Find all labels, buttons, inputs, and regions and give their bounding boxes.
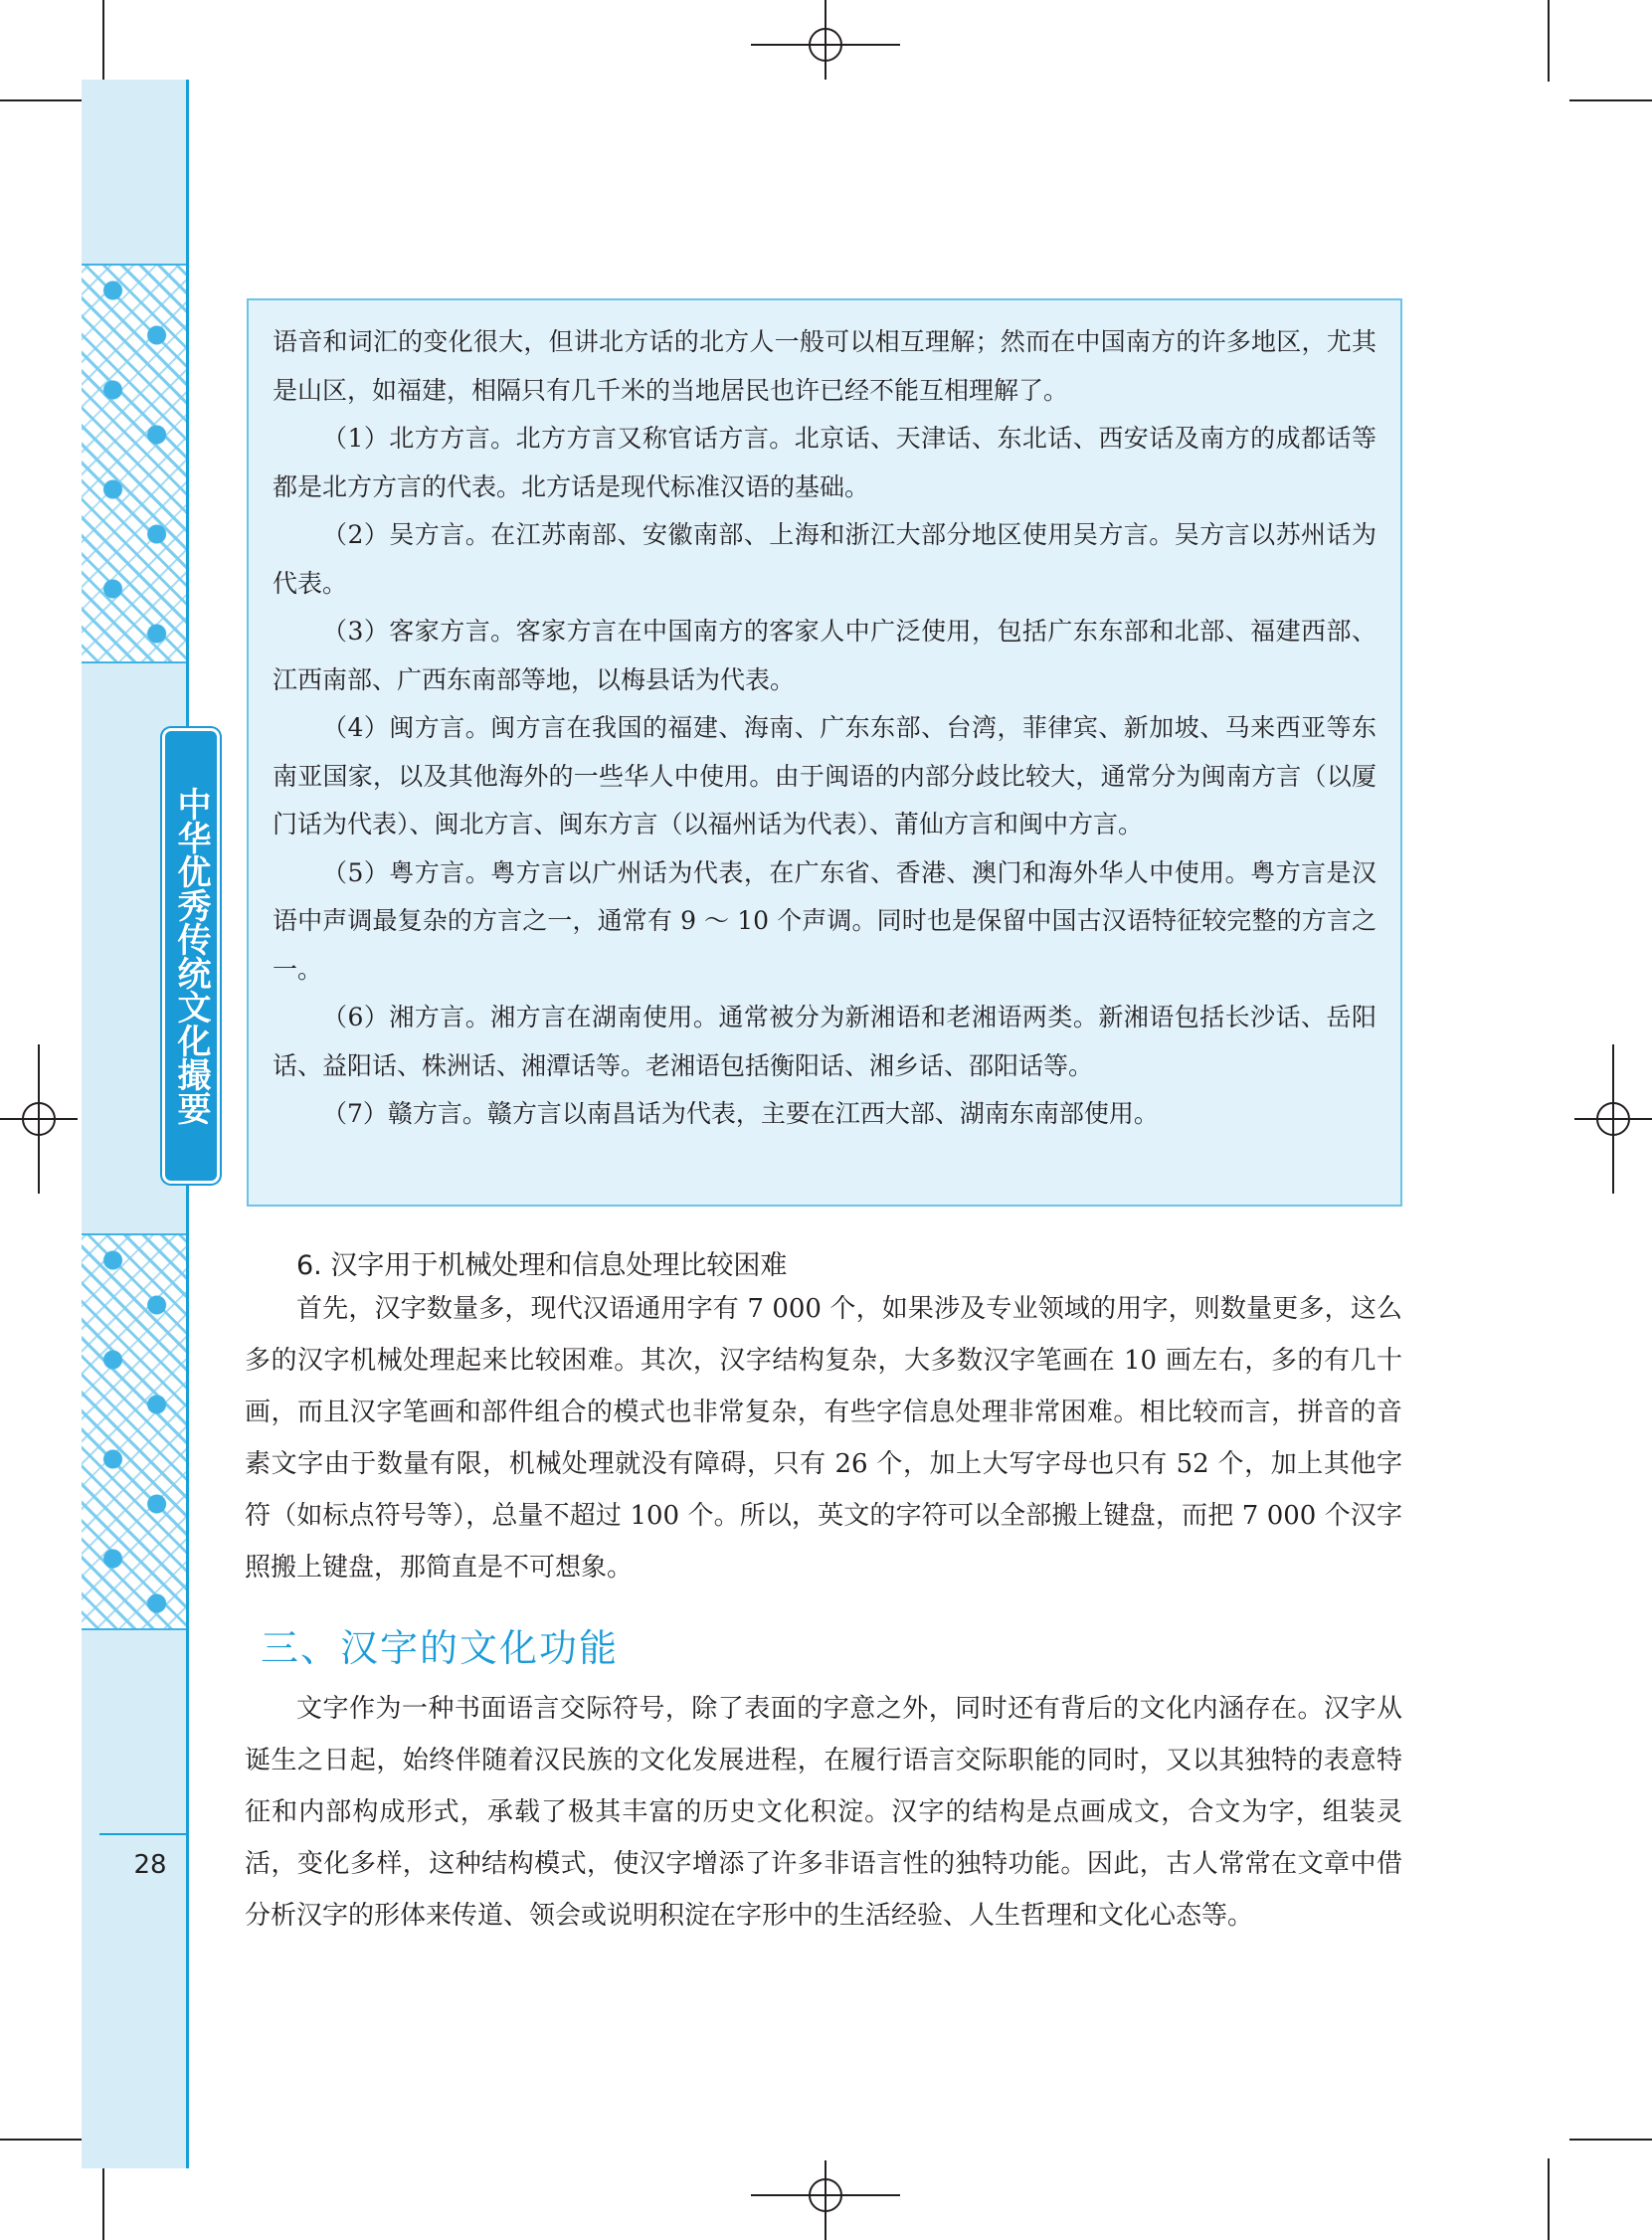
ornament-pattern-top	[82, 264, 186, 663]
box-paragraph: （1）北方方言。北方方言又称官话方言。北京话、天津话、东北话、西安话及南方的成都话等都是北方方言的代表。北方话是现代标准汉语的基础。	[273, 424, 1377, 501]
box-paragraph: （2）吴方言。在江苏南部、安徽南部、上海和浙江大部分地区使用吴方言。吴方言以苏州话为代表。	[273, 520, 1377, 598]
box-paragraph: （7）赣方言。赣方言以南昌话为代表，主要在江西大部、湖南东南部使用。	[322, 1099, 1159, 1128]
book-title-spine: 中华优秀传统文化撮要	[165, 731, 217, 1181]
page-number-rule	[99, 1833, 186, 1835]
box-paragraph: （5）粤方言。粤方言以广州话为代表，在广东省、香港、澳门和海外华人中使用。粤方言是汉语中声调最复杂的方言之一，通常有 9 ～ 10 个声调。同时也是保留中国古汉语特征较完整的方言之一。	[273, 857, 1377, 984]
crop-mark	[0, 2139, 82, 2141]
registration-circle	[1596, 1102, 1630, 1136]
registration-circle	[809, 28, 842, 62]
box-paragraph: （3）客家方言。客家方言在中国南方的客家人中广泛使用，包括广东东部和北部、福建西部、江西南部、广西东南部等地，以梅县话为代表。	[273, 617, 1377, 694]
subsection-heading: 6. 汉字用于机械处理和信息处理比较困难	[296, 1250, 788, 1281]
page-number: 28	[133, 1850, 167, 1880]
box-paragraph: 语音和词汇的变化很大，但讲北方话的北方人一般可以相互理解；然而在中国南方的许多地区，尤其是山区，如福建，相隔只有几千米的当地居民也许已经不能互相理解了。	[273, 327, 1377, 405]
registration-circle	[22, 1102, 56, 1136]
section6-body	[245, 1283, 1402, 1593]
crop-mark	[1569, 2139, 1652, 2141]
body-paragraph: 首先，汉字数量多，现代汉语通用字有 7 000 个，如果涉及专业领域的用字，则数量更多，这么多的汉字机械处理起来比较困难。其次，汉字结构复杂，大多数汉字笔画在 10 画左右，多的有几十画，而且汉字笔画和部件组合的模式也非常复杂，有些字信息处理非常困难。相比较而言，拼音的音素文字由于数量有限，机械处理就没有障碍，只有 26 个，加上大写字母也只有 52 个，加上其他字符（如标点符号等），总量不超过 100 个。所以，英文的字符可以全部搬上键盘，而把 7 000 个汉字照搬上键盘，那简直是不可想象。	[245, 1294, 1402, 1583]
crop-mark	[102, 2158, 104, 2240]
section-heading: 三、汉字的文化功能	[261, 1626, 620, 1670]
dialect-box	[247, 298, 1402, 1207]
crop-mark	[1548, 0, 1550, 82]
section3-body	[245, 1683, 1402, 1942]
registration-circle	[809, 2178, 842, 2212]
crop-mark	[102, 0, 104, 82]
box-paragraph: （4）闽方言。闽方言在我国的福建、海南、广东东部、台湾，菲律宾、新加坡、马来西亚等东南亚国家，以及其他海外的一些华人中使用。由于闽语的内部分歧比较大，通常分为闽南方言（以厦门话为代表）、闽北方言、闽东方言（以福州话为代表）、莆仙方言和闽中方言。	[273, 713, 1377, 839]
crop-mark	[1569, 99, 1652, 101]
body-paragraph: 文字作为一种书面语言交际符号，除了表面的字意之外，同时还有背后的文化内涵存在。汉字从诞生之日起，始终伴随着汉民族的文化发展进程，在履行语言交际职能的同时，又以其独特的表意特征和内部构成形式，承载了极其丰富的历史文化积淀。汉字的结构是点画成文，合文为字，组装灵活，变化多样，这种结构模式，使汉字增添了许多非语言性的独特功能。因此，古人常常在文章中借分析汉字的形体来传道、领会或说明积淀在字形中的生活经验、人生哲理和文化心态等。	[245, 1694, 1402, 1931]
crop-mark	[1548, 2158, 1550, 2240]
box-paragraph: （6）湘方言。湘方言在湖南使用。通常被分为新湘语和老湘语两类。新湘语包括长沙话、岳阳话、益阳话、株洲话、湘潭话等。老湘语包括衡阳话、湘乡话、邵阳话等。	[273, 1003, 1377, 1080]
ornament-pattern-bottom	[82, 1233, 186, 1630]
crop-mark	[0, 99, 82, 101]
